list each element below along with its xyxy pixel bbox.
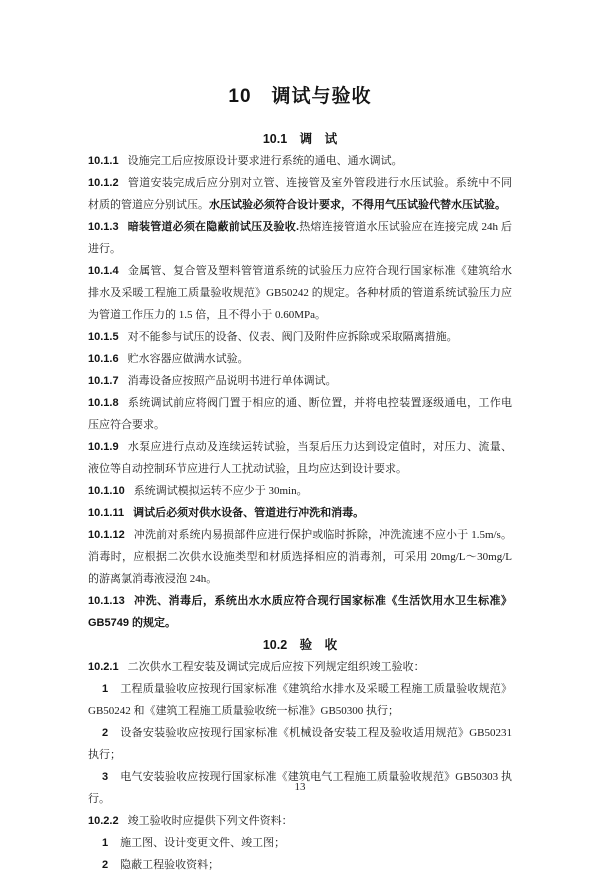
clause-text: 电气安装验收应按现行国家标准《建筑电气工程施工质量验收规范》GB50303 执行。 bbox=[88, 771, 512, 805]
clause-text: 暗装管道必须在隐蔽前试压及验收. bbox=[127, 221, 300, 233]
clause bbox=[88, 436, 512, 480]
clause-number: 10.1.1 bbox=[88, 155, 119, 167]
clause-text: 隐蔽工程验收资料； bbox=[120, 859, 220, 871]
sub-item-clause bbox=[88, 722, 512, 766]
clause-text: 工程质量验收应按现行国家标准《建筑给水排水及采暖工程施工质量验收规范》GB50242 和《建筑工程施工质量验收统一标准》GB50300 执行； bbox=[88, 683, 512, 717]
clause-text: 施工图、设计变更文件、竣工图； bbox=[120, 837, 286, 849]
section-heading: 10.2 验 收 bbox=[262, 638, 338, 652]
clause bbox=[88, 216, 512, 260]
clause bbox=[88, 810, 512, 832]
clause-text: 系统调试前应将阀门置于相应的通、断位置，并将电控装置逐级通电，工作电压应符合要求。 bbox=[88, 397, 512, 431]
clause-number: 3 bbox=[102, 771, 109, 783]
clause bbox=[88, 370, 512, 392]
clause-number: 10.1.13 bbox=[88, 595, 125, 607]
clause-number: 10.1.5 bbox=[88, 331, 119, 343]
sub-item-clause bbox=[88, 832, 512, 854]
clause-number: 10.1.12 bbox=[88, 529, 125, 541]
clause-text: 系统调试模拟运转不应少于 30min。 bbox=[133, 485, 308, 497]
clause-number: 10.1.2 bbox=[88, 177, 119, 189]
clause-text: 设备安装验收应按现行国家标准《机械设备安装工程及验收适用规范》GB50231 执行； bbox=[88, 727, 512, 761]
clause-number: 10.1.4 bbox=[88, 265, 119, 277]
clause-text: 调试后必须对供水设备、管道进行冲洗和消毒。 bbox=[133, 507, 365, 519]
clause-number: 1 bbox=[102, 837, 109, 849]
clause-text: 水压试验必须符合设计要求，不得用气压试验代替水压试验。 bbox=[209, 199, 506, 211]
chapter-title: 10 调试与验收 bbox=[228, 86, 372, 107]
clause-number: 2 bbox=[102, 727, 109, 739]
clause-number: 10.1.9 bbox=[88, 441, 119, 453]
clause-text: 管道安装完成后应分别对立管、连接管及室外管段进行水压试验。系统中不同材质的管道应分别试压。 bbox=[88, 177, 512, 211]
clause bbox=[88, 172, 512, 216]
clause-number: 2 bbox=[102, 859, 109, 871]
clause bbox=[88, 348, 512, 370]
clause-number: 10.1.8 bbox=[88, 397, 119, 409]
clause-number: 10.2.2 bbox=[88, 815, 119, 827]
clause-text: 竣工验收时应提供下列文件资料： bbox=[127, 815, 293, 827]
clause bbox=[88, 260, 512, 326]
clause bbox=[88, 656, 512, 678]
page-footer bbox=[0, 780, 600, 794]
section-heading: 10.1 调 试 bbox=[262, 132, 338, 146]
clause-number: 10.1.10 bbox=[88, 485, 125, 497]
clause bbox=[88, 326, 512, 348]
clause-text: 二次供水工程安装及调试完成后应按下列规定组织竣工验收： bbox=[127, 661, 425, 673]
sub-item-clause bbox=[88, 854, 512, 876]
document-body bbox=[88, 128, 512, 876]
clause bbox=[88, 480, 512, 502]
clause-text: 冲洗、消毒后，系统出水水质应符合现行国家标准《生活饮用水卫生标准》GB5749 的规定。 bbox=[88, 595, 512, 629]
clause-text: 水泵应进行点动及连续运转试验，当泵后压力达到设定值时，对压力、流量、液位等自动控制环节应进行人工扰动试验，且均应达到设计要求。 bbox=[88, 441, 512, 475]
clause-number: 10.1.3 bbox=[88, 221, 119, 233]
clause-text: 对不能参与试压的设备、仪表、阀门及附件应拆除或采取隔离措施。 bbox=[127, 331, 458, 343]
clause-number: 1 bbox=[102, 683, 109, 695]
clause bbox=[88, 150, 512, 172]
clause bbox=[88, 590, 512, 634]
page-number: 13 bbox=[294, 781, 306, 793]
clause-number: 10.1.6 bbox=[88, 353, 119, 365]
clause-text: 金属管、复合管及塑料管管道系统的试验压力应符合现行国家标准《建筑给水排水及采暖工程施工质量验收规范》GB50242 的规定。各种材质的管道系统试验压力应为管道工作压力的 1.5 倍，且不得小于 0.60MPa。 bbox=[88, 265, 512, 321]
clause bbox=[88, 392, 512, 436]
clause-number: 10.2.1 bbox=[88, 661, 119, 673]
clause bbox=[88, 524, 512, 590]
clause-text: 贮水容器应做满水试验。 bbox=[127, 353, 249, 365]
clause-text: 冲洗前对系统内易损部件应进行保护或临时拆除，冲洗流速不应小于 1.5m/s。消毒时，应根据二次供水设施类型和材质选择相应的消毒剂，可采用 20mg/L～30mg/L 的游离氯消毒液浸泡 24h。 bbox=[88, 529, 512, 585]
sub-item-clause bbox=[88, 678, 512, 722]
clause-text: 消毒设备应按照产品说明书进行单体调试。 bbox=[127, 375, 337, 387]
clause-number: 10.1.7 bbox=[88, 375, 119, 387]
clause bbox=[88, 502, 512, 524]
clause-text: 设施完工后应按原设计要求进行系统的通电、通水调试。 bbox=[127, 155, 403, 167]
clause-number: 10.1.11 bbox=[88, 507, 125, 519]
clause-text: 热熔连接管道水压试验应在连接完成 24h 后进行。 bbox=[88, 221, 513, 255]
